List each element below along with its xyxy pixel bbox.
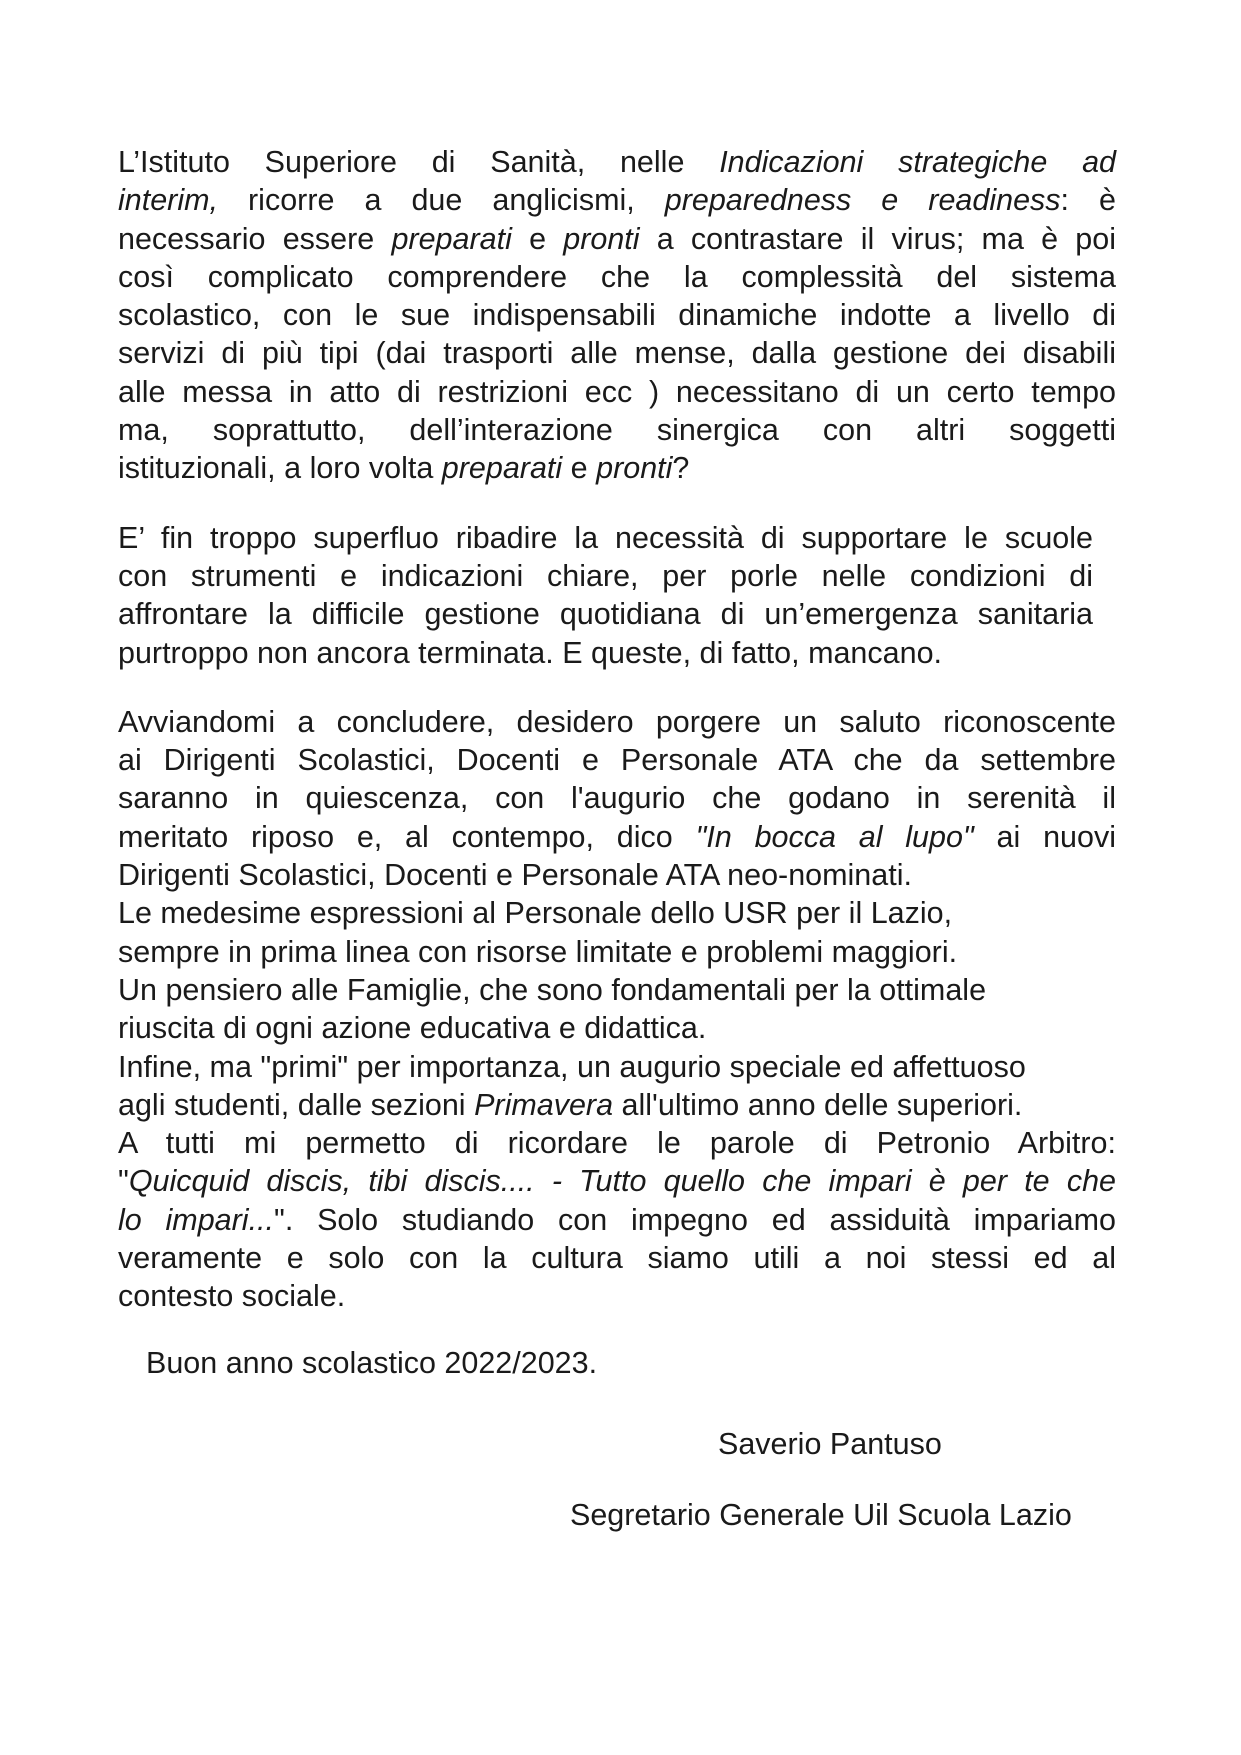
- text-line: saranno in quiescenza, con l'augurio che godano in serenità il: [118, 781, 1116, 816]
- text-line: purtroppo non ancora terminata. E queste, di fatto, mancano.: [118, 635, 943, 670]
- text-line: meritato riposo e, al contempo, dico "In bocca al lupo" ai nuovi: [118, 819, 1116, 854]
- paragraph-greetings: [118, 703, 1116, 1316]
- text-line: ai Dirigenti Scolastici, Docenti e Personale ATA che da settembre: [118, 743, 1116, 778]
- text-line: L’Istituto Superiore di Sanità, nelle Indicazioni strategiche ad: [118, 145, 1117, 179]
- letter-body: [118, 143, 1116, 1316]
- text-line: istituzionali, a loro volta preparati e pronti?: [118, 451, 690, 486]
- signature-role: Segretario Generale Uil Scuola Lazio: [570, 1498, 1072, 1532]
- text-line: A tutti mi permetto di ricordare le parole di Petronio Arbitro:: [118, 1126, 1116, 1161]
- text-line: Infine, ma "primi" per importanza, un augurio speciale ed affettuoso: [118, 1049, 1026, 1084]
- text-line: così complicato comprendere che la complessità del sistema: [118, 259, 1116, 294]
- text-line: E’ fin troppo superfluo ribadire la necessità di supportare le scuole: [118, 520, 1093, 555]
- text-line: "Quicquid discis, tibi discis.... - Tutto quello che impari è per te che: [118, 1164, 1116, 1199]
- text-line: alle messa in atto di restrizioni ecc ) necessitano di un certo tempo: [118, 374, 1116, 409]
- text-line: veramente e solo con la cultura siamo utili a noi stessi ed al: [118, 1241, 1116, 1276]
- text-line: contesto sociale.: [118, 1279, 346, 1314]
- text-line: Dirigenti Scolastici, Docenti e Personale ATA neo-nominati.: [118, 858, 912, 893]
- closing-greeting: Buon anno scolastico 2022/2023.: [146, 1346, 598, 1380]
- text-line: servizi di più tipi (dai trasporti alle mense, dalla gestione dei disabili: [118, 336, 1116, 371]
- text-line: affrontare la difficile gestione quotidiana di un’emergenza sanitaria: [118, 597, 1093, 632]
- text-line: sempre in prima linea con risorse limitate e problemi maggiori.: [118, 934, 958, 969]
- text-line: ma, soprattutto, dell’interazione sinergica con altri soggetti: [118, 413, 1116, 448]
- text-line: agli studenti, dalle sezioni Primavera all'ultimo anno delle superiori.: [118, 1087, 1023, 1122]
- paragraph-strategic-indications: [118, 143, 1116, 488]
- text-line: Le medesime espressioni al Personale dello USR per il Lazio,: [118, 896, 953, 931]
- paragraph-school-support: [118, 519, 1093, 672]
- signature-name: Saverio Pantuso: [718, 1427, 942, 1461]
- text-line: interim, ricorre a due anglicismi, preparedness e readiness: è: [118, 183, 1117, 218]
- text-line: necessario essere preparati e pronti a contrastare il virus; ma è poi: [118, 221, 1116, 256]
- text-line: riuscita di ogni azione educativa e didattica.: [118, 1011, 707, 1046]
- text-line: con strumenti e indicazioni chiare, per porle nelle condizioni di: [118, 558, 1093, 593]
- text-line: Un pensiero alle Famiglie, che sono fondamentali per la ottimale: [118, 972, 987, 1007]
- text-line: scolastico, con le sue indispensabili dinamiche indotte a livello di: [118, 298, 1116, 333]
- text-line: lo impari...". Solo studiando con impegno ed assiduità impariamo: [118, 1202, 1116, 1237]
- text-line: Avviandomi a concludere, desidero porgere un saluto riconoscente: [118, 704, 1116, 739]
